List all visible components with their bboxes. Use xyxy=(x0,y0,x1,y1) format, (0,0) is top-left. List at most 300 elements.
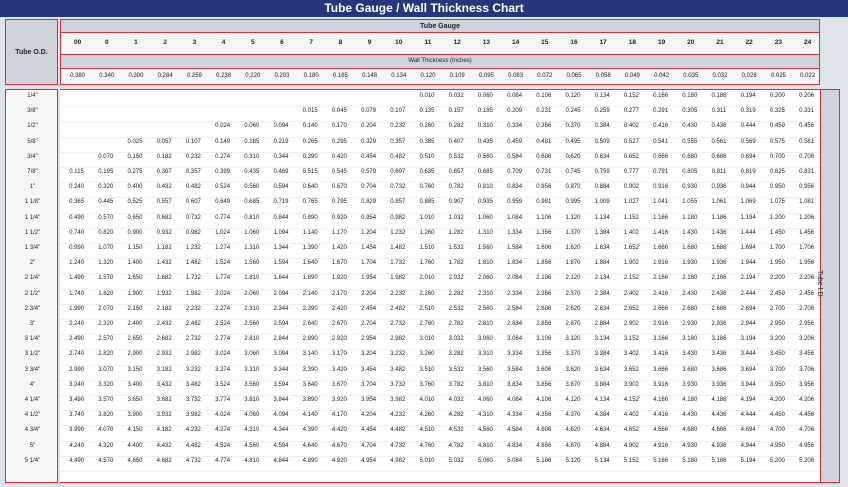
tube-id-cell: 2.650 xyxy=(127,336,143,343)
tube-id-cell: 2.370 xyxy=(565,290,581,297)
tube-id-cell: 3.134 xyxy=(594,336,610,343)
row-divider xyxy=(60,243,820,244)
tube-id-cell: 4.482 xyxy=(185,442,201,449)
tube-id-cell: 2.810 xyxy=(477,321,493,327)
tube-id-cell: 3.680 xyxy=(682,366,698,373)
gauge-header-cell: 3 xyxy=(192,39,197,46)
tube-id-cell: 0.732 xyxy=(390,184,406,191)
tube-id-cell: 3.240 xyxy=(69,381,85,388)
tube-id-table-body xyxy=(60,89,820,483)
tube-id-cell: 1.810 xyxy=(244,275,260,282)
tube-id-cell: 4.560 xyxy=(244,442,260,449)
tube-id-cell: 2.686 xyxy=(711,305,727,312)
tube-id-cell: 0.150 xyxy=(127,153,143,160)
tube-id-cell: 0.884 xyxy=(594,184,610,191)
tube-id-cell: 0.777 xyxy=(623,169,639,175)
tube-id-cell: 3.094 xyxy=(273,351,289,358)
tube-id-cell: 3.700 xyxy=(769,366,785,373)
tube-id-cell: 3.450 xyxy=(769,351,785,358)
tube-id-cell: 1.680 xyxy=(682,245,698,251)
tube-id-cell: 4.650 xyxy=(127,457,143,464)
tube-id-cell: 1.982 xyxy=(185,290,201,297)
tube-id-cell: 0.320 xyxy=(98,184,114,191)
tube-id-cell: 3.456 xyxy=(799,351,815,358)
tube-id-cell: 4.606 xyxy=(536,427,552,434)
tube-id-cell: 1.084 xyxy=(507,214,523,221)
tube-id-cell: 1.182 xyxy=(156,245,172,251)
tube-id-cell: 0.024 xyxy=(215,123,231,130)
tube-id-cell: 1.390 xyxy=(302,245,318,251)
tube-id-cell: 0.231 xyxy=(536,108,552,115)
tube-id-cell: 0.649 xyxy=(215,199,231,206)
tube-id-cell: 0.805 xyxy=(682,169,698,175)
tube-id-cell: 1.594 xyxy=(273,260,289,267)
row-divider xyxy=(60,471,820,472)
tube-id-cell: 2.070 xyxy=(98,305,114,312)
tube-id-cell: 0.079 xyxy=(361,108,377,115)
tube-id-cell: 4.870 xyxy=(565,442,581,449)
tube-id-cell: 3.956 xyxy=(799,381,815,388)
tube-id-cell: 2.524 xyxy=(215,321,231,327)
tube-id-cell: 3.320 xyxy=(98,381,114,388)
tube-id-cell: 0.935 xyxy=(477,199,493,206)
tube-id-cell: 0.060 xyxy=(244,123,260,130)
tube-od-cell: 1 3/4" xyxy=(24,245,41,251)
tube-id-cell: 4.950 xyxy=(769,442,785,449)
tube-id-cell: 3.916 xyxy=(653,381,669,388)
tube-id-cell: 1.640 xyxy=(302,260,318,267)
tube-id-cell: 3.944 xyxy=(740,381,756,388)
tube-id-cell: 0.482 xyxy=(185,184,201,191)
tube-id-cell: 4.420 xyxy=(331,427,347,434)
tube-id-cell: 2.152 xyxy=(623,275,639,282)
tube-id-cell: 0.469 xyxy=(273,169,289,175)
tube-id-cell: 0.157 xyxy=(448,108,464,115)
tube-id-cell: 2.400 xyxy=(127,321,143,327)
tube-id-cell: 4.070 xyxy=(98,427,114,434)
tube-id-cell: 1.456 xyxy=(799,229,815,236)
tube-id-cell: 0.765 xyxy=(302,199,318,206)
tube-id-cell: 2.680 xyxy=(682,305,698,312)
tube-od-cell: 7/8" xyxy=(27,169,38,175)
tube-id-cell: 0.420 xyxy=(331,153,347,160)
tube-id-cell: 2.024 xyxy=(215,290,231,297)
row-divider xyxy=(60,334,820,335)
tube-id-cell: 4.356 xyxy=(536,412,552,419)
tube-id-cell: 3.782 xyxy=(448,381,464,388)
tube-id-cell: 5.120 xyxy=(565,457,581,464)
tube-id-cell: 3.594 xyxy=(273,381,289,388)
tube-id-cell: 0.407 xyxy=(448,138,464,145)
tube-id-cell: 2.206 xyxy=(799,275,815,282)
wall-thickness-cell: 0.300 xyxy=(128,73,144,79)
tube-id-cell: 3.524 xyxy=(215,381,231,388)
tube-id-cell: 0.569 xyxy=(740,138,756,145)
tube-id-cell: 4.134 xyxy=(594,397,610,403)
tube-id-cell: 1.310 xyxy=(477,229,493,236)
tube-id-cell: 1.204 xyxy=(361,229,377,236)
tube-id-cell: 4.436 xyxy=(711,412,727,419)
wall-thickness-row xyxy=(60,68,820,85)
gauge-header-cell: 1 xyxy=(134,39,138,46)
tube-id-cell: 0.561 xyxy=(711,138,727,145)
tube-id-cell: 0.445 xyxy=(98,199,114,206)
tube-id-cell: 0.981 xyxy=(536,199,552,206)
gauge-header-cell: 10 xyxy=(395,39,403,46)
tube-id-cell: 0.709 xyxy=(507,169,523,175)
tube-id-cell: 0.185 xyxy=(477,108,493,115)
tube-id-cell: 0.694 xyxy=(740,153,756,160)
tube-id-cell: 3.310 xyxy=(477,351,493,358)
tube-id-cell: 2.232 xyxy=(390,290,406,297)
tube-id-cell: 0.575 xyxy=(769,138,785,145)
tube-id-cell: 2.704 xyxy=(361,321,377,327)
tube-id-cell: 0.686 xyxy=(711,153,727,160)
tube-id-cell: 4.060 xyxy=(477,397,493,403)
tube-id-cell: 4.510 xyxy=(419,427,435,434)
tube-id-cell: 0.295 xyxy=(331,138,347,145)
tube-id-cell: 0.606 xyxy=(536,153,552,160)
tube-id-cell: 3.170 xyxy=(331,351,347,358)
tube-id-cell: 1.081 xyxy=(799,199,815,206)
tube-id-cell: 2.594 xyxy=(273,321,289,327)
tube-id-cell: 3.182 xyxy=(156,366,172,373)
tube-id-cell: 4.982 xyxy=(390,457,406,464)
tube-id-cell: 1.482 xyxy=(185,260,201,267)
tube-id-cell: 3.274 xyxy=(215,366,231,373)
tube-id-cell: 3.106 xyxy=(536,336,552,343)
tube-id-cell: 5.010 xyxy=(419,457,435,464)
tube-id-cell: 0.704 xyxy=(361,184,377,191)
tube-od-cell: 5 1/4" xyxy=(24,457,41,464)
gauge-header-cell: 13 xyxy=(482,39,490,46)
tube-od-cell: 5/8" xyxy=(27,138,38,145)
tube-id-cell: 0.195 xyxy=(98,169,114,175)
row-divider xyxy=(60,349,820,350)
tube-id-cell: 4.686 xyxy=(711,427,727,434)
tube-id-cell: 1.510 xyxy=(419,245,435,251)
tube-id-cell: 4.152 xyxy=(623,397,639,403)
tube-id-cell: 0.265 xyxy=(302,138,318,145)
tube-id-cell: 1.834 xyxy=(507,260,523,267)
tube-id-cell: 4.384 xyxy=(594,412,610,419)
tube-id-cell: 4.180 xyxy=(682,397,698,403)
tube-id-cell: 4.282 xyxy=(448,412,464,419)
tube-id-cell: 2.094 xyxy=(273,290,289,297)
tube-id-cell: 2.732 xyxy=(185,336,201,343)
tube-id-cell: 3.650 xyxy=(127,397,143,403)
gauge-header-cell: 8 xyxy=(338,39,343,46)
tube-id-cell: 4.704 xyxy=(361,442,377,449)
tube-id-cell: 0.557 xyxy=(156,199,172,206)
tube-id-cell: 1.260 xyxy=(419,229,435,236)
tube-od-cell: 1 1/8" xyxy=(24,199,41,206)
tube-id-cell: 1.856 xyxy=(536,260,552,267)
tube-id-cell: 4.150 xyxy=(127,427,143,434)
tube-id-cell: 2.560 xyxy=(477,305,493,312)
tube-id-cell: 0.706 xyxy=(799,153,815,160)
tube-id-cell: 2.186 xyxy=(711,275,727,282)
tube-id-cell: 0.186 xyxy=(711,93,727,99)
tube-id-cell: 4.884 xyxy=(594,442,610,449)
tube-id-cell: 4.416 xyxy=(653,412,669,419)
tube-id-cell: 0.579 xyxy=(361,169,377,175)
tube-id-cell: 1.384 xyxy=(594,229,610,236)
tube-id-cell: 1.584 xyxy=(507,245,523,251)
tube-id-cell: 3.390 xyxy=(302,366,318,373)
tube-id-cell: 2.180 xyxy=(682,275,698,282)
tube-id-cell: 5.194 xyxy=(740,457,756,464)
tube-id-cell: 1.820 xyxy=(98,290,114,297)
tube-id-cell: 0.325 xyxy=(769,108,785,115)
row-divider xyxy=(60,182,820,183)
tube-id-cell: 0.811 xyxy=(711,169,727,175)
tube-od-cell: 3" xyxy=(29,321,36,327)
tube-id-cell: 0.774 xyxy=(215,214,231,221)
tube-id-cell: 2.856 xyxy=(536,321,552,327)
wall-thickness-cell: 0.380 xyxy=(70,73,86,79)
tube-id-cell: 4.732 xyxy=(390,442,406,449)
tube-id-cell: 1.524 xyxy=(215,260,231,267)
tube-id-cell: 3.510 xyxy=(419,366,435,373)
tube-id-cell: 0.402 xyxy=(623,123,639,130)
wall-thickness-title: Wall Thickness (Inches) xyxy=(60,55,820,68)
row-divider xyxy=(60,152,820,153)
tube-id-cell: 4.760 xyxy=(419,442,435,449)
tube-id-cell: 4.680 xyxy=(682,427,698,434)
tube-id-cell: 3.060 xyxy=(477,336,493,343)
tube-id-cell: 1.560 xyxy=(244,260,260,267)
tube-id-cell: 1.060 xyxy=(244,229,260,236)
tube-id-cell: 3.490 xyxy=(69,397,85,403)
tube-od-cell: 5" xyxy=(29,442,36,449)
tube-id-cell: 1.041 xyxy=(653,199,669,206)
tube-id-cell: 0.759 xyxy=(594,169,610,175)
gauge-header-cell: 15 xyxy=(541,39,549,46)
tube-id-cell: 0.240 xyxy=(69,184,85,191)
tube-id-cell: 0.719 xyxy=(273,199,289,206)
tube-id-cell: 1.704 xyxy=(361,260,377,267)
tube-id-cell: 2.120 xyxy=(565,275,581,282)
tube-id-cell: 0.570 xyxy=(98,214,114,221)
tube-id-cell: 2.510 xyxy=(419,305,435,312)
tube-id-cell: 0.640 xyxy=(302,184,318,191)
tube-id-cell: 4.640 xyxy=(302,442,318,449)
gauge-header-cell: 23 xyxy=(774,39,782,46)
tube-id-cell: 0.311 xyxy=(711,108,727,115)
tube-id-cell: 2.032 xyxy=(448,275,464,282)
tube-od-cell: 1 1/4" xyxy=(24,214,41,221)
tube-id-cell: 4.916 xyxy=(653,442,669,449)
tube-id-cell: 2.890 xyxy=(302,336,318,343)
tube-id-cell: 0.435 xyxy=(477,138,493,145)
tube-od-column xyxy=(5,89,58,483)
tube-id-cell: 1.024 xyxy=(215,229,231,236)
tube-id-cell: 3.740 xyxy=(69,412,85,419)
tube-id-cell: 0.525 xyxy=(127,199,143,206)
tube-id-cell: 2.200 xyxy=(769,275,785,282)
tube-id-cell: 2.944 xyxy=(740,321,756,327)
tube-id-cell: 1.890 xyxy=(302,275,318,282)
tube-id-cell: 0.025 xyxy=(127,138,143,145)
tube-id-cell: 2.260 xyxy=(419,290,435,297)
tube-id-cell: 2.936 xyxy=(711,321,727,327)
row-divider xyxy=(60,380,820,381)
tube-id-cell: 2.310 xyxy=(477,290,493,297)
tube-id-cell: 4.024 xyxy=(215,412,231,419)
gauge-header-cell: 6 xyxy=(280,39,284,46)
tube-id-cell: 3.640 xyxy=(302,381,318,388)
gauge-title: Tube Gauge xyxy=(60,19,820,33)
gauge-header-cell: 12 xyxy=(453,39,461,46)
tube-id-cell: 4.370 xyxy=(565,412,581,419)
tube-id-cell: 3.560 xyxy=(477,366,493,373)
tube-id-cell: 1.430 xyxy=(682,229,698,236)
tube-id-cell: 0.232 xyxy=(390,123,406,130)
tube-id-cell: 5.084 xyxy=(507,457,523,464)
tube-id-cell: 3.902 xyxy=(623,381,639,388)
tube-id-cell: 1.032 xyxy=(448,214,464,221)
tube-id-cell: 3.844 xyxy=(273,397,289,403)
tube-id-cell: 0.819 xyxy=(740,169,756,175)
tube-id-cell: 0.560 xyxy=(244,184,260,191)
gauge-header-cell: 11 xyxy=(424,39,432,46)
tube-id-cell: 4.682 xyxy=(156,457,172,464)
tube-id-cell: 2.584 xyxy=(507,305,523,312)
tube-id-cell: 5.060 xyxy=(477,457,493,464)
tube-id-cell: 4.954 xyxy=(361,457,377,464)
tube-id-cell: 2.956 xyxy=(799,321,815,327)
tube-id-cell: 0.106 xyxy=(536,93,552,99)
tube-id-cell: 2.060 xyxy=(244,290,260,297)
tube-id-cell: 3.532 xyxy=(448,366,464,373)
tube-id-cell: 3.194 xyxy=(740,336,756,343)
tube-id-cell: 0.357 xyxy=(390,138,406,145)
tube-od-cell: 4" xyxy=(29,381,36,388)
tube-id-cell: 2.982 xyxy=(390,336,406,343)
tube-id-cell: 2.902 xyxy=(623,321,639,327)
tube-id-cell: 0.527 xyxy=(623,138,639,145)
tube-id-cell: 0.990 xyxy=(69,245,85,251)
tube-id-cell: 4.060 xyxy=(244,412,260,419)
tube-id-cell: 3.186 xyxy=(711,336,727,343)
tube-id-cell: 3.070 xyxy=(98,366,114,373)
tube-id-cell: 1.274 xyxy=(215,245,231,251)
tube-id-cell: 4.120 xyxy=(565,397,581,403)
tube-id-cell: 4.084 xyxy=(507,397,523,403)
tube-od-cell: 1/4" xyxy=(27,93,38,99)
tube-id-cell: 0.831 xyxy=(799,169,815,175)
tube-id-cell: 4.334 xyxy=(507,412,523,419)
tube-id-cell: 4.140 xyxy=(302,412,318,419)
tube-id-cell: 3.820 xyxy=(98,412,114,419)
tube-id-cell: 3.732 xyxy=(185,397,201,403)
tube-id-cell: 0.259 xyxy=(594,108,610,115)
tube-id-cell: 5.180 xyxy=(682,457,698,464)
wall-thickness-cell: 0.095 xyxy=(478,73,494,79)
tube-id-cell: 4.810 xyxy=(244,457,260,464)
row-divider xyxy=(60,319,820,320)
tube-id-cell: 2.010 xyxy=(419,275,435,282)
tube-id-cell: 0.329 xyxy=(361,138,377,145)
tube-id-cell: 1.650 xyxy=(127,275,143,282)
tube-id-cell: 2.450 xyxy=(769,290,785,297)
tube-id-cell: 0.810 xyxy=(477,184,493,191)
tube-id-cell: 2.760 xyxy=(419,321,435,327)
tube-id-cell: 4.402 xyxy=(623,412,639,419)
tube-id-cell: 3.620 xyxy=(565,366,581,373)
tube-id-cell: 3.482 xyxy=(390,366,406,373)
tube-id-cell: 3.032 xyxy=(448,336,464,343)
tube-id-cell: 3.982 xyxy=(185,412,201,419)
tube-id-cell: 2.920 xyxy=(331,336,347,343)
tube-od-cell: 1 1/2" xyxy=(24,229,41,236)
tube-id-cell: 4.490 xyxy=(69,457,85,464)
tube-od-cell: 4 1/2" xyxy=(24,412,41,419)
tube-id-cell: 1.732 xyxy=(390,260,406,267)
tube-id-cell: 2.740 xyxy=(69,351,85,358)
tube-id-cell: 3.954 xyxy=(361,397,377,403)
tube-id-cell: 2.870 xyxy=(565,321,581,327)
tube-id-cell: 1.950 xyxy=(769,260,785,267)
tube-id-cell: 0.385 xyxy=(419,138,435,145)
row-divider xyxy=(60,273,820,274)
tube-id-cell: 3.670 xyxy=(331,381,347,388)
tube-id-cell: 0.135 xyxy=(419,108,435,115)
tube-id-cell: 0.274 xyxy=(215,153,231,160)
tube-id-cell: 2.570 xyxy=(98,336,114,343)
tube-id-cell: 0.277 xyxy=(623,108,639,115)
tube-id-cell: 1.232 xyxy=(390,229,406,236)
tube-id-cell: 0.810 xyxy=(244,214,260,221)
tube-id-cell: 2.990 xyxy=(69,366,85,373)
tube-id-cell: 0.140 xyxy=(302,123,318,130)
tube-id-cell: 2.106 xyxy=(536,275,552,282)
tube-id-cell: 1.069 xyxy=(740,199,756,206)
tube-id-cell: 2.774 xyxy=(215,336,231,343)
tube-id-cell: 4.666 xyxy=(653,427,669,434)
tube-id-cell: 0.275 xyxy=(127,169,143,175)
tube-id-cell: 2.084 xyxy=(507,275,523,282)
wall-thickness-cell: 0.134 xyxy=(391,73,407,79)
wall-thickness-cell: 0.049 xyxy=(624,73,640,79)
tube-id-cell: 0.384 xyxy=(594,123,610,130)
tube-id-cell: 0.916 xyxy=(653,184,669,191)
tube-id-cell: 1.194 xyxy=(740,214,756,221)
wall-thickness-cell: 0.072 xyxy=(537,73,553,79)
tube-id-cell: 1.652 xyxy=(623,245,639,251)
tube-id-cell: 2.732 xyxy=(390,321,406,327)
tube-id-cell: 3.606 xyxy=(536,366,552,373)
tube-id-cell: 0.060 xyxy=(477,93,493,99)
tube-id-cell: 0.134 xyxy=(594,93,610,99)
tube-id-cell: 4.094 xyxy=(273,412,289,419)
tube-id-cell: 0.206 xyxy=(799,93,815,99)
tube-id-cell: 3.706 xyxy=(799,366,815,373)
tube-id-cell: 4.186 xyxy=(711,397,727,403)
tube-id-cell: 3.416 xyxy=(653,351,669,358)
row-divider xyxy=(60,258,820,259)
tube-id-cell: 3.232 xyxy=(390,351,406,358)
tube-id-cell: 2.140 xyxy=(302,290,318,297)
tube-id-cell: 1.402 xyxy=(623,229,639,236)
tube-id-cell: 1.180 xyxy=(682,214,698,221)
tube-id-cell: 4.634 xyxy=(594,427,610,434)
tube-id-cell: 3.666 xyxy=(653,366,669,373)
tube-id-cell: 3.834 xyxy=(507,381,523,388)
tube-id-cell: 1.884 xyxy=(594,260,610,267)
row-divider xyxy=(60,228,820,229)
